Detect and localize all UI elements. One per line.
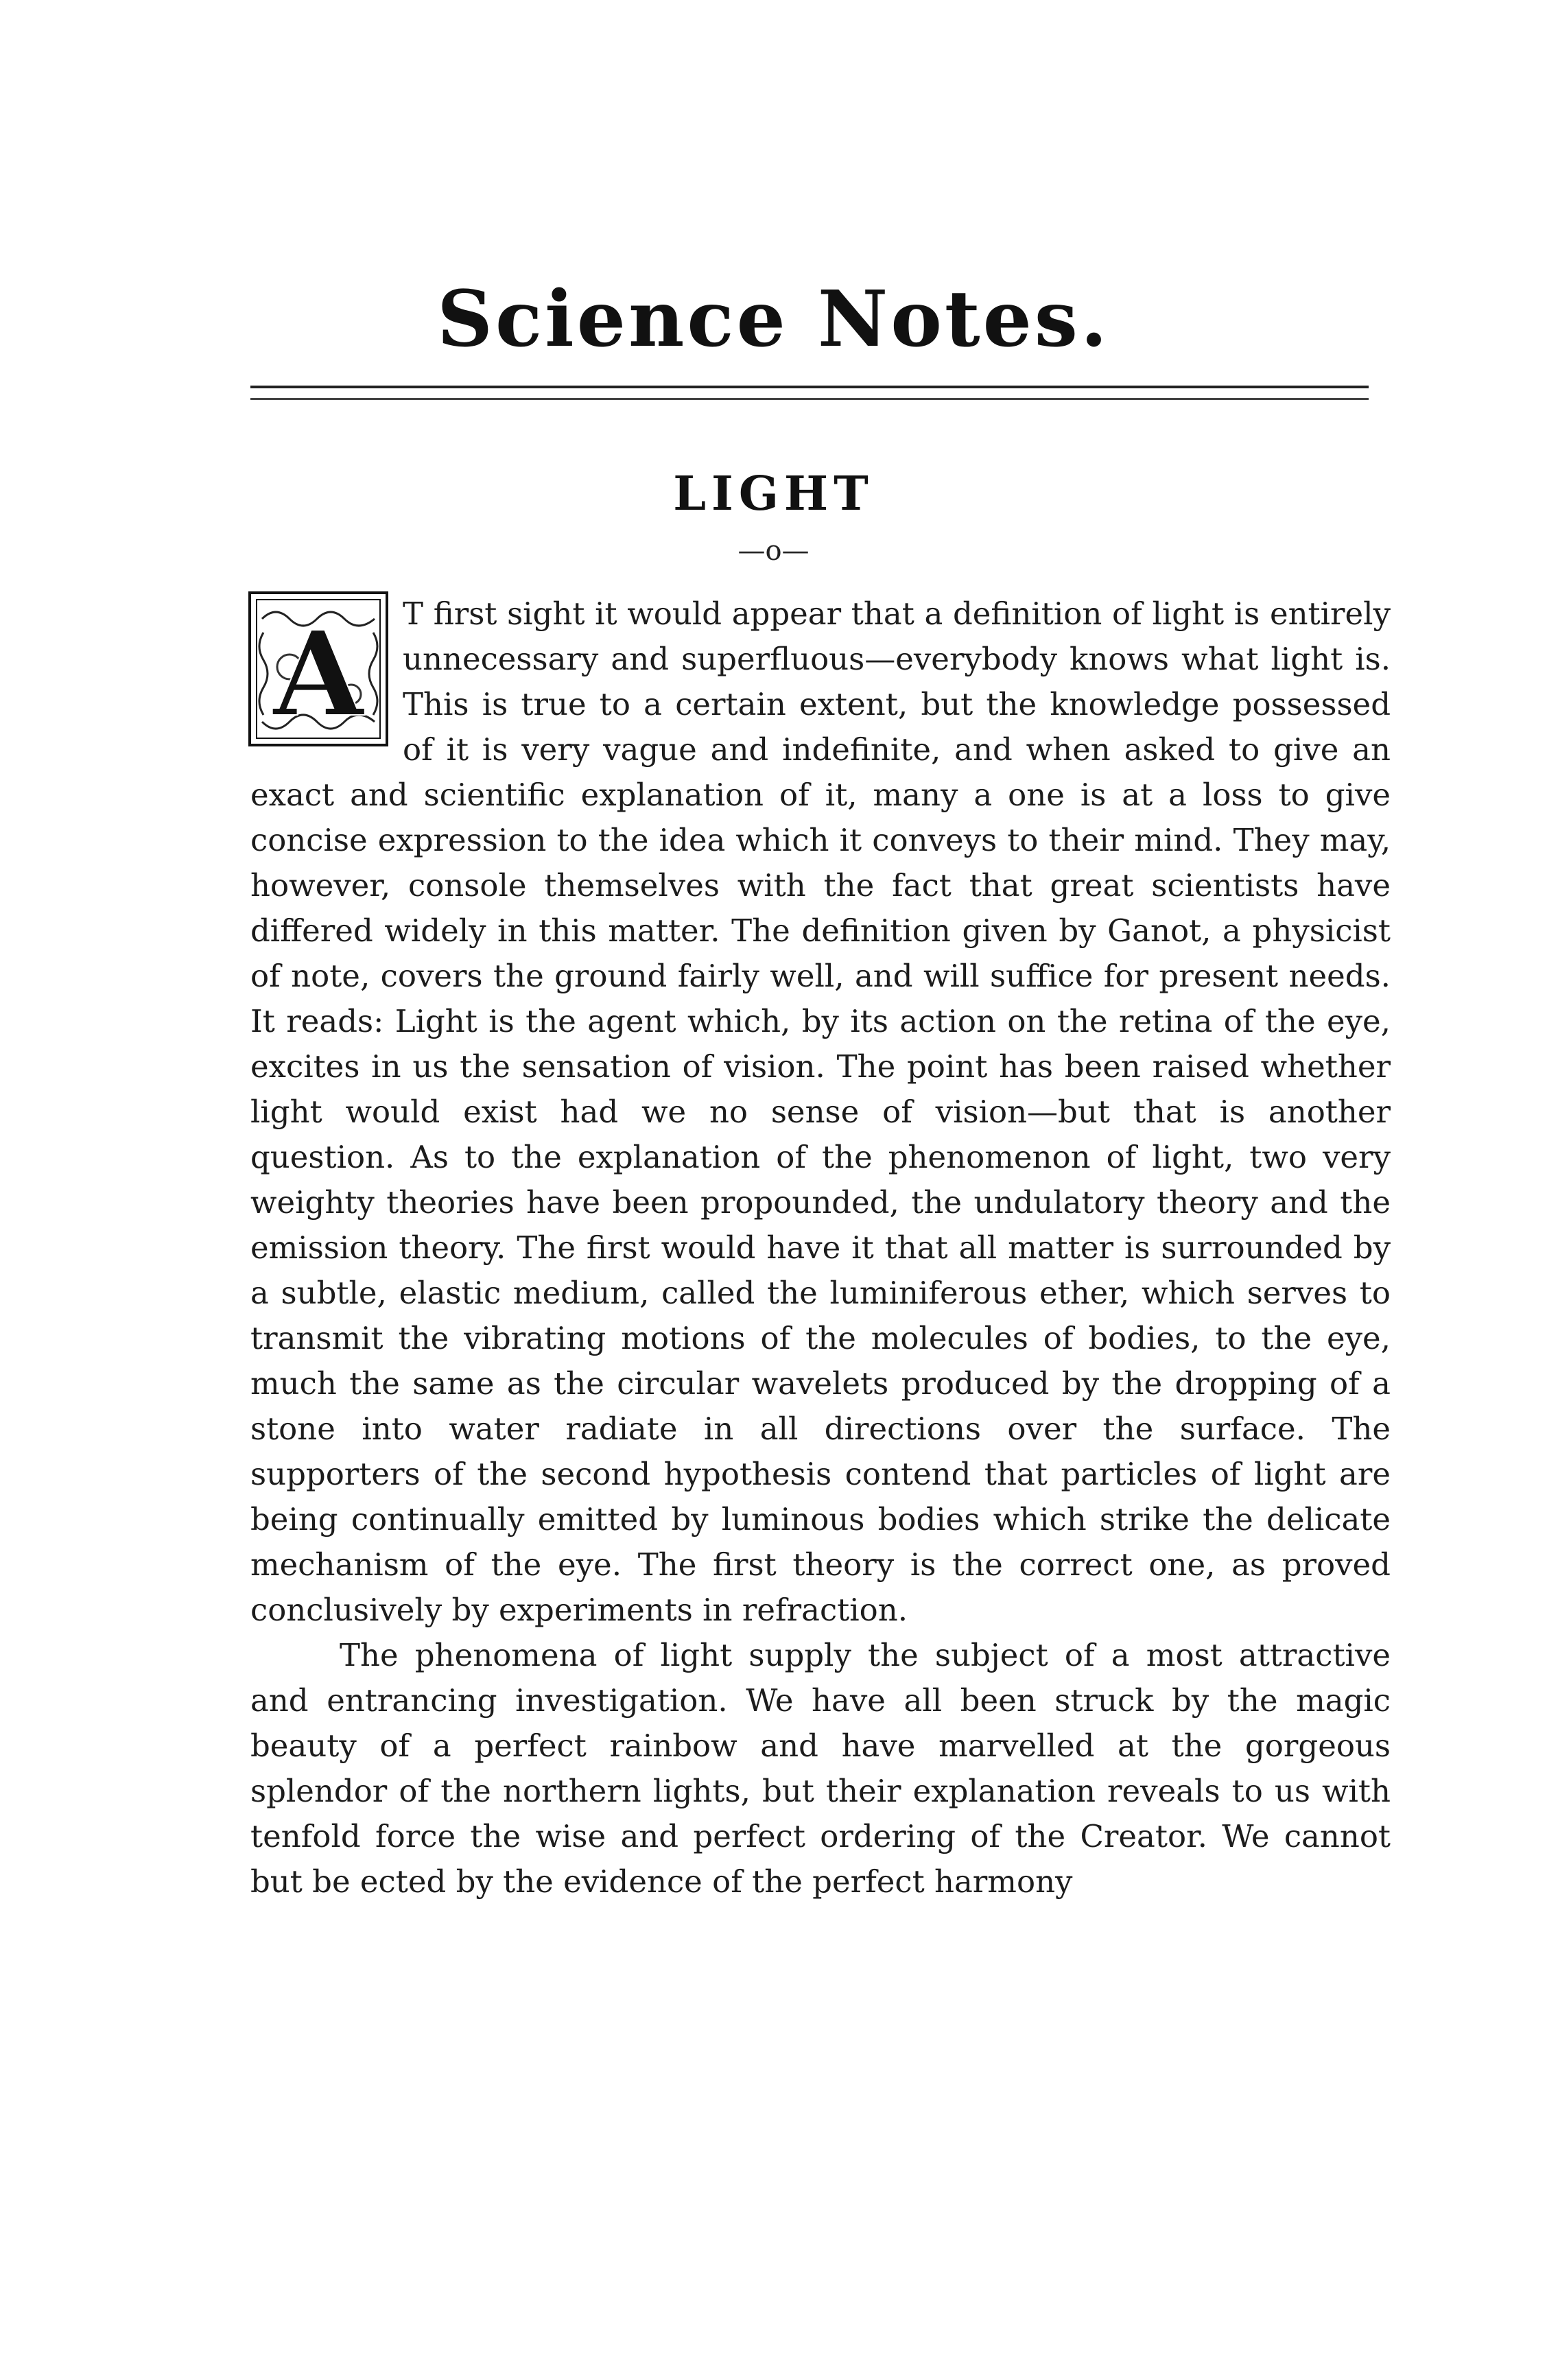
page-heading: Science Notes. xyxy=(437,274,1110,364)
paragraph-1: T first sight it would appear that a definition of light is entirely unnecessary and superfluous—everybody knows what light is. This is true to a certain extent, but the knowledge possessed of it is very vague and indefinite, and when asked to give an exact and scientific explanation of it, many a one is at a loss to give concise expression to the idea which it conveys to their mind. They may, however, console themselves with the fact that great scientists have differed widely in this matter. The definition given by Ganot, a physicist of note, covers the ground fairly well, and will suffice for present needs. It reads: Light is the agent which, by its action on the retina of the eye, excites in us the sensation of vision. The point has been raised whether light would exist had we no sense of vision—but that is another question. As to the explanation of the phenomenon of light, two very weighty theories have been propounded, the undulatory theory and the emission theory. The first would have it that all matter is surrounded by a subtle, elastic medium, called the luminiferous ether, which serves to transmit the vibrating motions of the molecules of bodies, to the eye, much the same as the circular wavelets produced by the dropping of a stone into water radiate in all directions over the surface. The supporters of the second hypothesis contend that particles of light are being continually emitted by luminous bodies which strike the delicate mechanism of the eye. The first theory is the correct one, as proved conclusively by experiments in refraction. xyxy=(250,596,1391,1628)
paragraph-2: The phenomena of light supply the subject of a most attractive and entrancing investigation. We have all been struck by the magic beauty of a perfect rainbow and have marvelled at the gorgeous splendor of the northern lights, but their explanation reveals to us with tenfold force the wise and perfect ordering of the Creator. We cannot but be ected by the evidence of the perfect harmony xyxy=(250,1637,1391,1900)
heading-rule-bottom xyxy=(250,398,1369,400)
drop-cap-letter: A xyxy=(273,606,364,743)
heading-rule-top xyxy=(250,386,1369,388)
drop-cap-ornament xyxy=(248,591,388,746)
article-body xyxy=(250,591,1391,1905)
title-ornament: —o— xyxy=(737,535,810,567)
article-title: LIGHT xyxy=(673,467,874,521)
